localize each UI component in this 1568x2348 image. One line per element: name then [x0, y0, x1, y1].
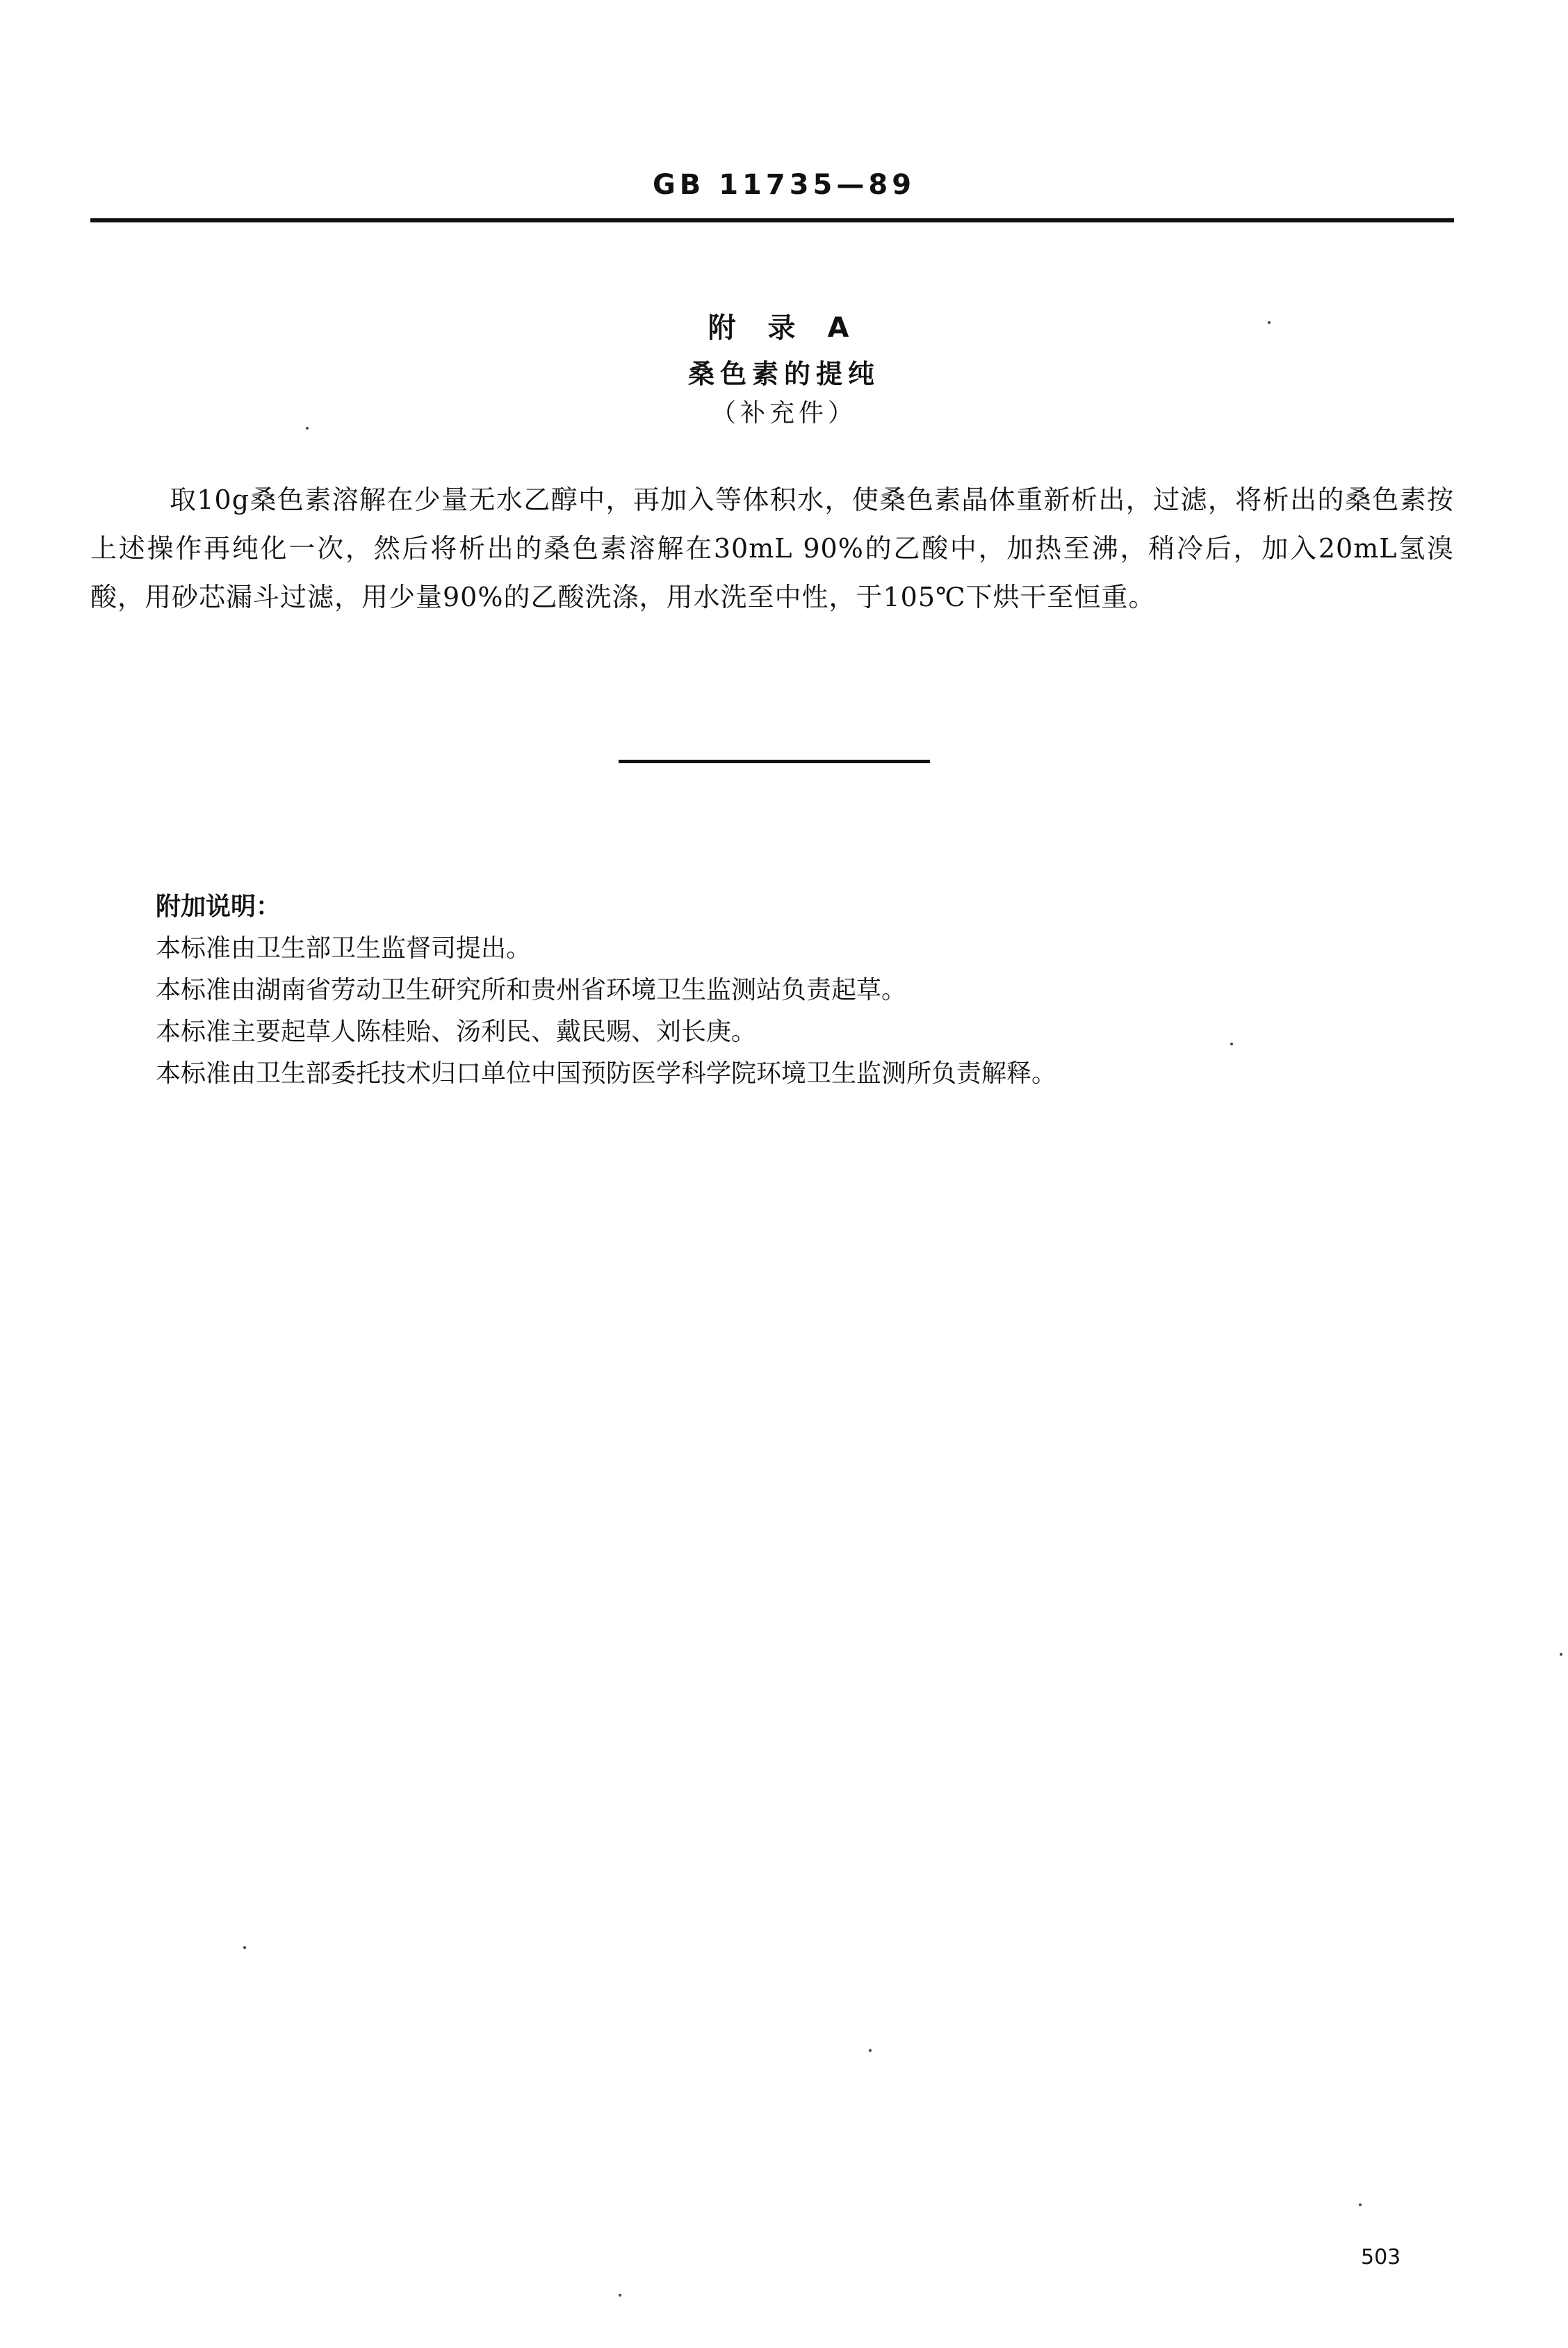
note-item: 本标准由卫生部卫生监督司提出。 [156, 934, 532, 963]
note-item: 本标准由卫生部委托技术归口单位中国预防医学科学院环境卫生监测所负责解释。 [156, 1059, 1057, 1088]
scan-speck [1230, 1043, 1233, 1045]
appendix-title: 桑色素的提纯 [687, 359, 880, 389]
scan-speck [619, 2294, 621, 2297]
additional-notes [156, 886, 1448, 1095]
scan-speck [1268, 321, 1271, 324]
scan-speck [1560, 1653, 1562, 1656]
appendix-note: （补充件） [710, 399, 857, 427]
note-item: 本标准由湖南省劳动卫生研究所和贵州省环境卫生监测站负责起草。 [156, 976, 907, 1004]
procedure-paragraph: 取10g桑色素溶解在少量无水乙醇中，再加入等体积水，使桑色素晶体重新析出，过滤，将析出的桑色素按上述操作再纯化一次，然后将析出的桑色素溶解在30mL 90%的乙酸中，加热至沸，稍冷后，加入20mL氢溴酸，用砂芯漏斗过滤，用少量90%的乙酸洗涤，用水洗至中性，于105℃下烘干至恒重。 [90, 484, 1454, 612]
scan-speck [869, 2049, 872, 2052]
scan-speck [306, 427, 309, 430]
page-number: 503 [1361, 2245, 1401, 2269]
header-rule [90, 218, 1454, 222]
scan-speck [1359, 2203, 1362, 2206]
additional-notes-title: 附加说明： [156, 892, 281, 921]
note-item: 本标准主要起草人陈桂贻、汤利民、戴民赐、刘长庚。 [156, 1018, 757, 1046]
standard-code-header: GB 11735—89 [652, 169, 916, 201]
scan-speck [243, 1946, 246, 1949]
appendix-label: 附 录 A [708, 312, 860, 344]
section-divider [619, 760, 930, 763]
